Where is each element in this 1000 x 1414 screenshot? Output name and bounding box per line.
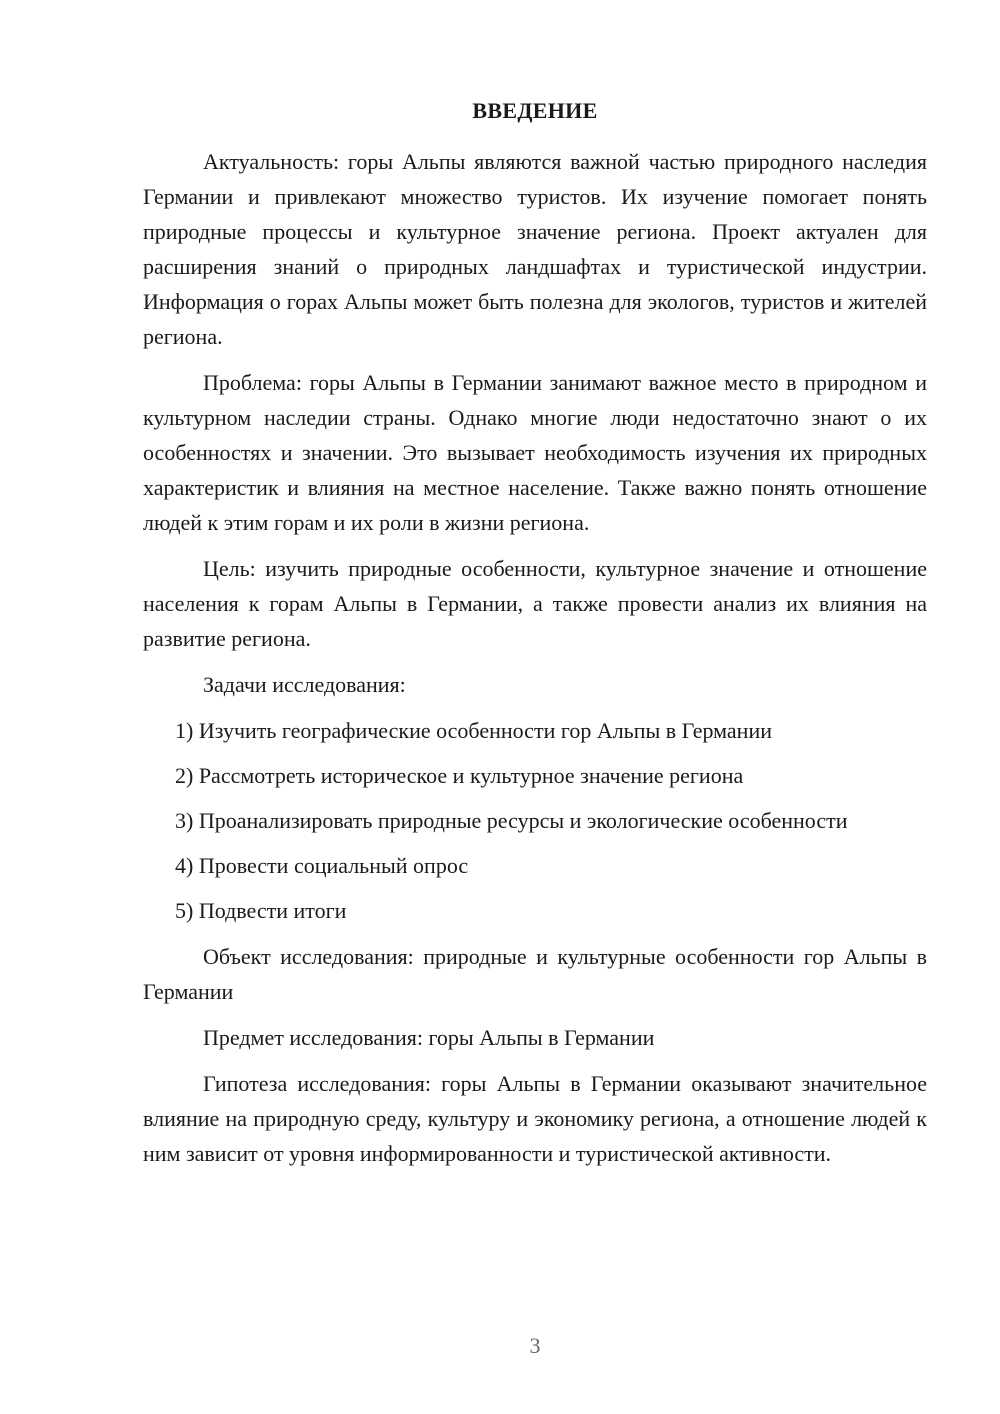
object-paragraph: Объект исследования: природные и культурные особенности гор Альпы в Германии [143,944,927,1004]
task-item-4: 4) Провести социальный опрос [175,853,469,878]
problem-paragraph: Проблема: горы Альпы в Германии занимают важное место в природном и культурном наследии страны. Однако многие люди недостаточно знают о их особенностях и значении. Это вызывает необходимость изучения их природных характеристик и влияния на местное население. Также важно понять отношение людей к этим горам и их роли в жизни региона. [143,370,927,535]
hypothesis-paragraph: Гипотеза исследования: горы Альпы в Германии оказывают значительное влияние на природную среду, культуру и экономику региона, а отношение людей к ним зависит от уровня информированности и туристической активности. [143,1071,927,1166]
relevance-paragraph: Актуальность: горы Альпы являются важной частью природного наследия Германии и привлекают множество туристов. Их изучение помогает понять природные процессы и культурное значение региона. Проект актуален для расширения знаний о природных ландшафтах и туристической индустрии. Информация о горах Альпы может быть полезна для экологов, туристов и жителей региона. [143,149,927,349]
page-number: 3 [529,1333,541,1358]
task-item-1: 1) Изучить географические особенности гор Альпы в Германии [175,718,772,743]
tasks-heading: Задачи исследования: [203,672,406,697]
document-page [143,96,927,1182]
task-item-5: 5) Подвести итоги [175,898,347,923]
task-item-3: 3) Проанализировать природные ресурсы и экологические особенности [175,808,848,833]
page-title: ВВЕДЕНИЕ [472,98,598,123]
task-item-2: 2) Рассмотреть историческое и культурное значение региона [175,763,744,788]
subject-paragraph: Предмет исследования: горы Альпы в Германии [203,1025,655,1050]
goal-paragraph: Цель: изучить природные особенности, культурное значение и отношение населения к горам Альпы в Германии, а также провести анализ их влияния на развитие региона. [143,556,927,651]
